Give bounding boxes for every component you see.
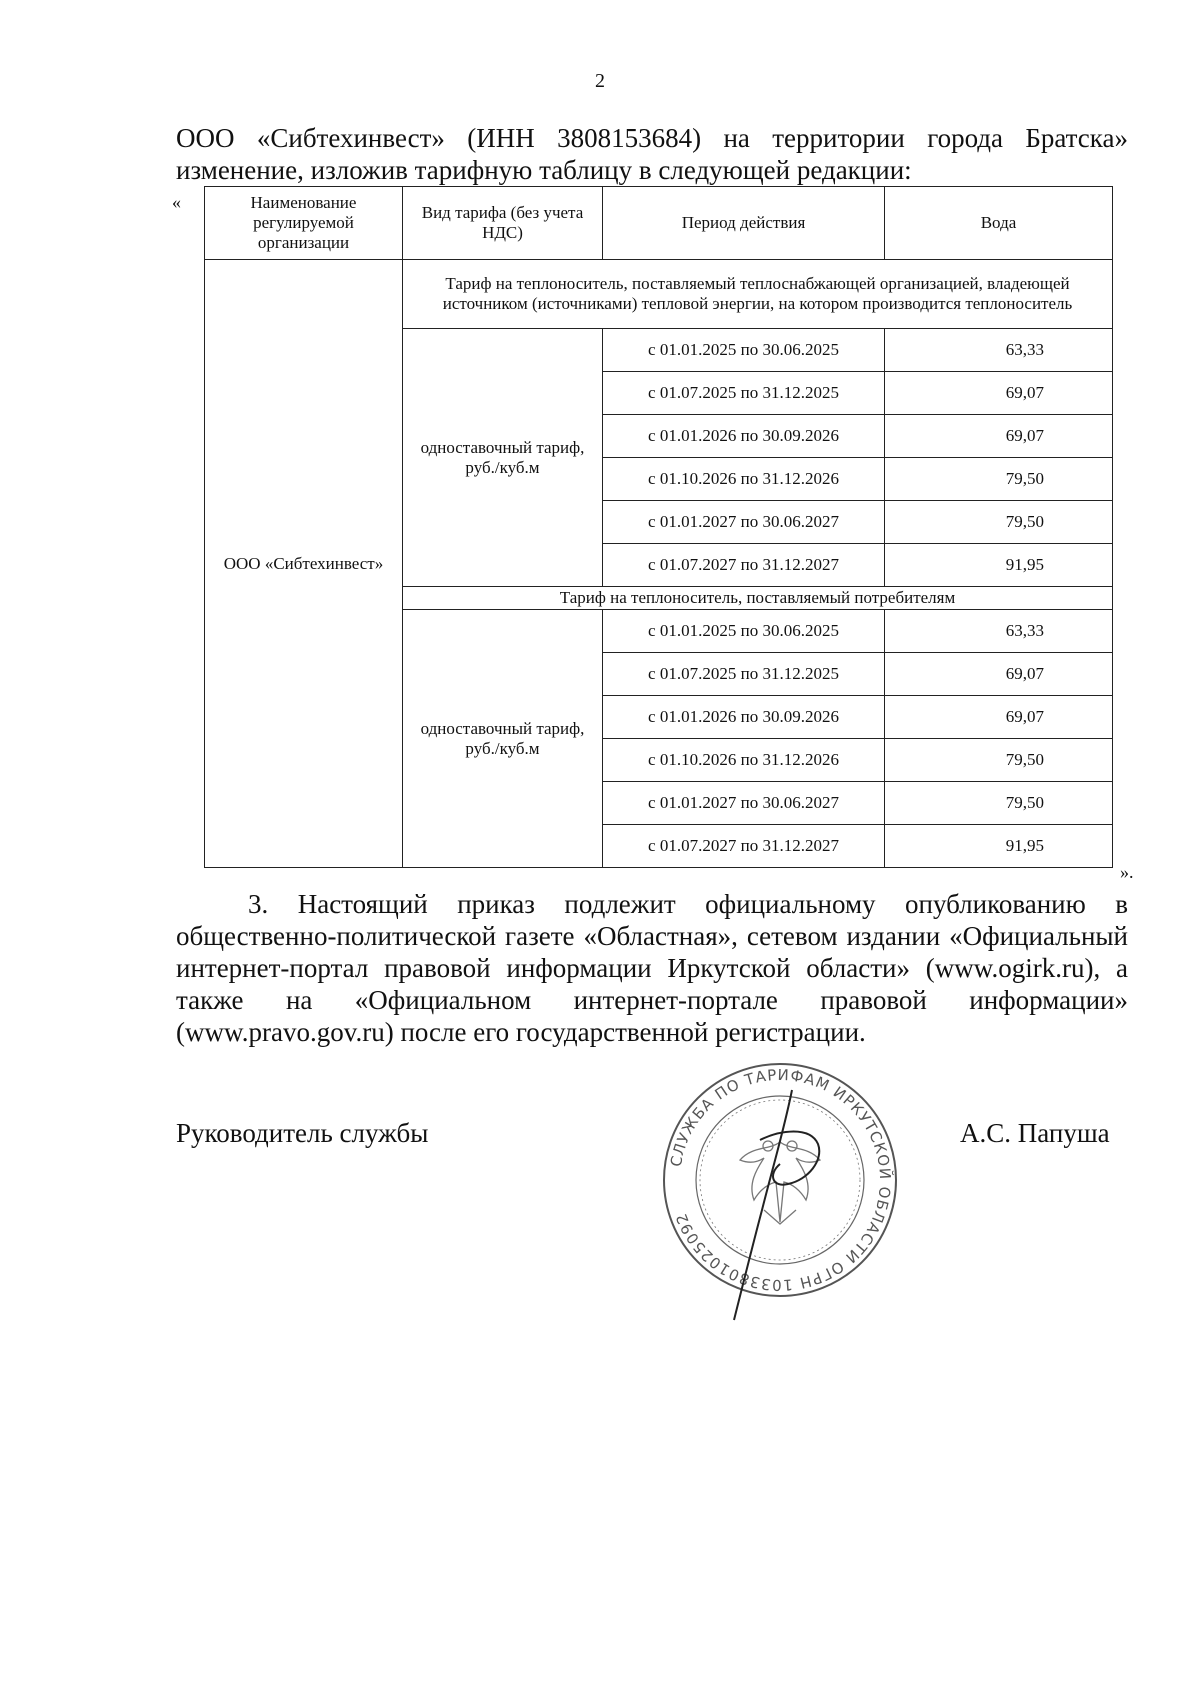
tariff-type: одноставочный тариф, руб./куб.м [403, 329, 603, 587]
stamp-ring-text: СЛУЖБА ПО ТАРИФАМ ИРКУТСКОЙ ОБЛАСТИ ОГРН 1033801025092 [666, 1065, 895, 1295]
signatory-name: А.С. Папуша [960, 1118, 1110, 1148]
header-organization: Наименование регулируемой организации [205, 187, 403, 260]
header-tariff-type: Вид тарифа (без учета НДС) [403, 187, 603, 260]
water-value-cell: 69,07 [885, 415, 1113, 458]
period-cell: с 01.10.2026 по 31.12.2026 [603, 458, 885, 501]
svg-text:СЛУЖБА ПО ТАРИФАМ ИРКУТСКОЙ ОБ [667, 1066, 895, 1294]
period-cell: с 01.07.2025 по 31.12.2025 [603, 653, 885, 696]
header-water: Вода [885, 187, 1113, 260]
period-cell: с 01.01.2026 по 30.09.2026 [603, 696, 885, 739]
organization-name: ООО «Сибтехинвест» [205, 260, 403, 868]
period-cell: с 01.01.2027 по 30.06.2027 [603, 501, 885, 544]
water-value-cell: 79,50 [885, 458, 1113, 501]
section-title-row [205, 260, 1113, 329]
intro-text [176, 122, 1128, 186]
water-value-cell: 79,50 [885, 782, 1113, 825]
section-title: Тариф на теплоноситель, поставляемый теплоснабжающей организацией, владеющей источником (источниками) тепловой энергии, на котором производится теплоноситель [403, 260, 1113, 329]
closing-quote: ». [1120, 862, 1134, 882]
water-value-cell: 79,50 [885, 739, 1113, 782]
table-header-row [205, 187, 1113, 260]
intro-line-2: изменение, изложив тарифную таблицу в следующей редакции: [176, 155, 912, 185]
water-value-cell: 91,95 [885, 544, 1113, 587]
period-cell: с 01.01.2025 по 30.06.2025 [603, 610, 885, 653]
paragraph-3-text: 3. Настоящий приказ подлежит официальному опубликованию в общественно-политической газете «Областная», сетевом издании «Официальный интернет-портал правовой информации Иркутской области» (www.ogirk.ru), а также на «Официальном интернет-портале правовой информации» (www.pravo.gov.ru) после его государственной регистрации. [176, 889, 1128, 1047]
water-value-cell: 69,07 [885, 696, 1113, 739]
tariff-table [204, 186, 1113, 868]
intro-line-1: ООО «Сибтехинвест» (ИНН 3808153684) на территории города Братска» [176, 123, 1128, 153]
header-period: Период действия [603, 187, 885, 260]
period-cell: с 01.07.2027 по 31.12.2027 [603, 825, 885, 868]
period-cell: с 01.07.2025 по 31.12.2025 [603, 372, 885, 415]
tariff-type: одноставочный тариф, руб./куб.м [403, 610, 603, 868]
opening-quote: « [172, 192, 181, 212]
period-cell: с 01.10.2026 по 31.12.2026 [603, 739, 885, 782]
period-cell: с 01.01.2027 по 30.06.2027 [603, 782, 885, 825]
water-value-cell: 79,50 [885, 501, 1113, 544]
water-value-cell: 91,95 [885, 825, 1113, 868]
signatory-title: Руководитель службы [176, 1118, 429, 1148]
section-title: Тариф на теплоноситель, поставляемый потребителям [403, 587, 1113, 610]
water-value-cell: 63,33 [885, 610, 1113, 653]
water-value-cell: 69,07 [885, 653, 1113, 696]
eagle-emblem-icon [740, 1141, 820, 1224]
water-value-cell: 63,33 [885, 329, 1113, 372]
period-cell: с 01.07.2027 по 31.12.2027 [603, 544, 885, 587]
paragraph-3 [176, 888, 1128, 1048]
period-cell: с 01.01.2025 по 30.06.2025 [603, 329, 885, 372]
water-value-cell: 69,07 [885, 372, 1113, 415]
period-cell: с 01.01.2026 по 30.09.2026 [603, 415, 885, 458]
page-number: 2 [595, 70, 605, 92]
official-stamp [660, 1060, 900, 1330]
